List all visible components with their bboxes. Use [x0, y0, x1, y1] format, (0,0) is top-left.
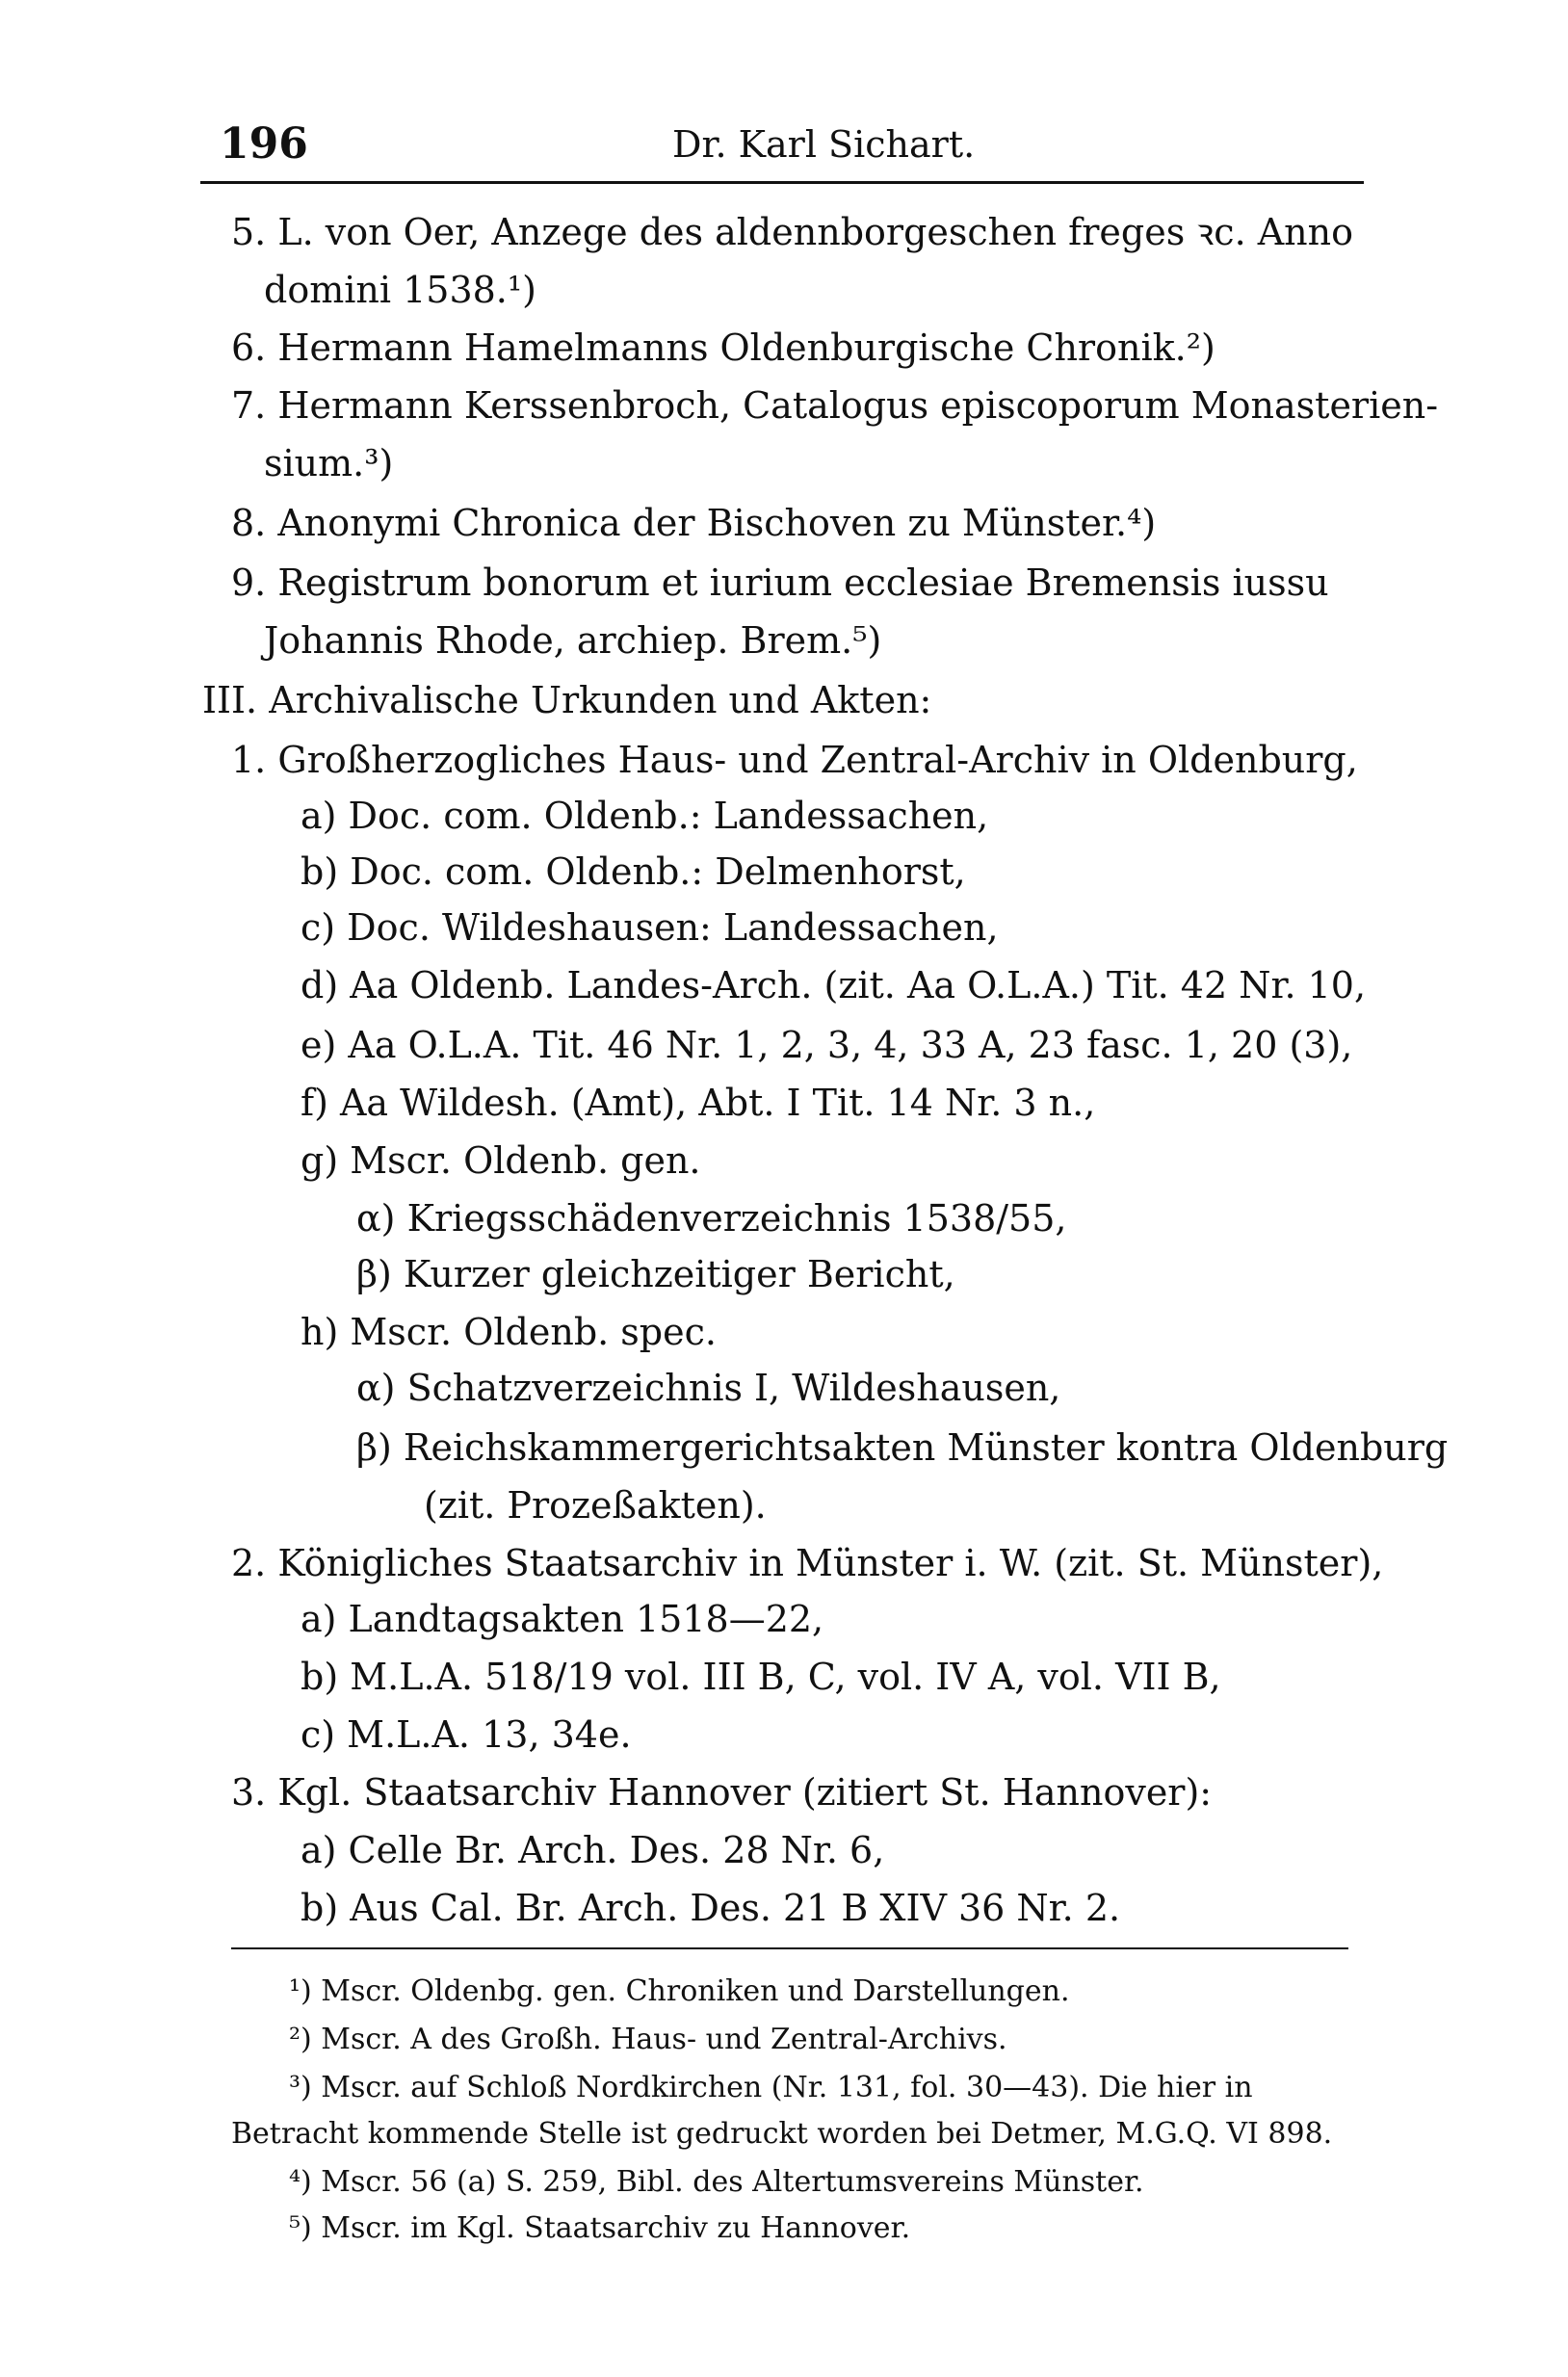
text-line: (zit. Prozeßakten).: [424, 1484, 767, 1527]
text-line: b) Aus Cal. Br. Arch. Des. 21 B XIV 36 Nr. 2.: [301, 1887, 1121, 1929]
text-line: 1. Großherzogliches Haus- und Zentral-Archiv in Oldenburg,: [231, 739, 1358, 781]
text-line: 6. Hermann Hamelmanns Oldenburgische Chronik.²): [231, 327, 1215, 369]
text-line: c) M.L.A. 13, 34e.: [301, 1713, 632, 1756]
text-line: a) Celle Br. Arch. Des. 28 Nr. 6,: [301, 1829, 885, 1871]
running-title: Dr. Karl Sichart.: [672, 123, 976, 166]
text-line: b) Doc. com. Oldenb.: Delmenhorst,: [301, 850, 966, 893]
text-line: domini 1538.¹): [264, 269, 536, 311]
text-line: β) Reichskammergerichtsakten Münster kontra Oldenburg: [356, 1426, 1449, 1469]
text-line: α) Schatzverzeichnis I, Wildeshausen,: [356, 1367, 1061, 1409]
footnote-rule: [231, 1947, 1348, 1949]
text-line: 9. Registrum bonorum et iurium ecclesiae Bremensis iussu: [231, 562, 1329, 604]
text-line: g) Mscr. Oldenb. gen.: [301, 1139, 701, 1182]
footnote: ²) Mscr. A des Großh. Haus- und Zentral-Archivs.: [289, 2023, 1007, 2056]
text-line: β) Kurzer gleichzeitiger Bericht,: [356, 1253, 955, 1295]
text-line: b) M.L.A. 518/19 vol. III B, C, vol. IV A, vol. VII B,: [301, 1656, 1221, 1698]
footnote: ⁵) Mscr. im Kgl. Staatsarchiv zu Hannover.: [289, 2211, 911, 2245]
text-line: h) Mscr. Oldenb. spec.: [301, 1311, 717, 1353]
text-line: 5. L. von Oer, Anzege des aldennborgeschen freges ꝛc. Anno: [231, 211, 1354, 253]
text-line: α) Kriegsschädenverzeichnis 1538/55,: [356, 1197, 1067, 1240]
footnote: ¹) Mscr. Oldenbg. gen. Chroniken und Darstellungen.: [289, 1974, 1070, 2008]
section-heading: III. Archivalische Urkunden und Akten:: [202, 679, 932, 721]
text-line: d) Aa Oldenb. Landes-Arch. (zit. Aa O.L.A.) Tit. 42 Nr. 10,: [301, 964, 1367, 1006]
header-rule: [200, 181, 1364, 184]
text-line: 7. Hermann Kerssenbroch, Catalogus episcoporum Monasterien-: [231, 384, 1439, 427]
text-line: e) Aa O.L.A. Tit. 46 Nr. 1, 2, 3, 4, 33 A, 23 fasc. 1, 20 (3),: [301, 1024, 1353, 1066]
text-line: a) Doc. com. Oldenb.: Landessachen,: [301, 795, 989, 837]
text-line: 2. Königliches Staatsarchiv in Münster i. W. (zit. St. Münster),: [231, 1542, 1384, 1584]
text-line: f) Aa Wildesh. (Amt), Abt. I Tit. 14 Nr. 3 n.,: [301, 1082, 1096, 1124]
footnote: ⁴) Mscr. 56 (a) S. 259, Bibl. des Altertumsvereins Münster.: [289, 2165, 1144, 2199]
text-line: c) Doc. Wildeshausen: Landessachen,: [301, 906, 999, 949]
text-line: Johannis Rhode, archiep. Brem.⁵): [264, 619, 882, 662]
page-header: [200, 114, 1364, 181]
text-line: 3. Kgl. Staatsarchiv Hannover (zitiert St. Hannover):: [231, 1771, 1213, 1814]
footnote: ³) Mscr. auf Schloß Nordkirchen (Nr. 131, fol. 30—43). Die hier in: [289, 2071, 1253, 2104]
text-line: 8. Anonymi Chronica der Bischoven zu Münster.⁴): [231, 502, 1157, 544]
text-line: a) Landtagsakten 1518—22,: [301, 1598, 824, 1640]
footnote-continuation: Betracht kommende Stelle ist gedruckt worden bei Detmer, M.G.Q. VI 898.: [231, 2117, 1333, 2151]
page-number: 196: [220, 119, 308, 169]
text-line: sium.³): [264, 442, 394, 484]
